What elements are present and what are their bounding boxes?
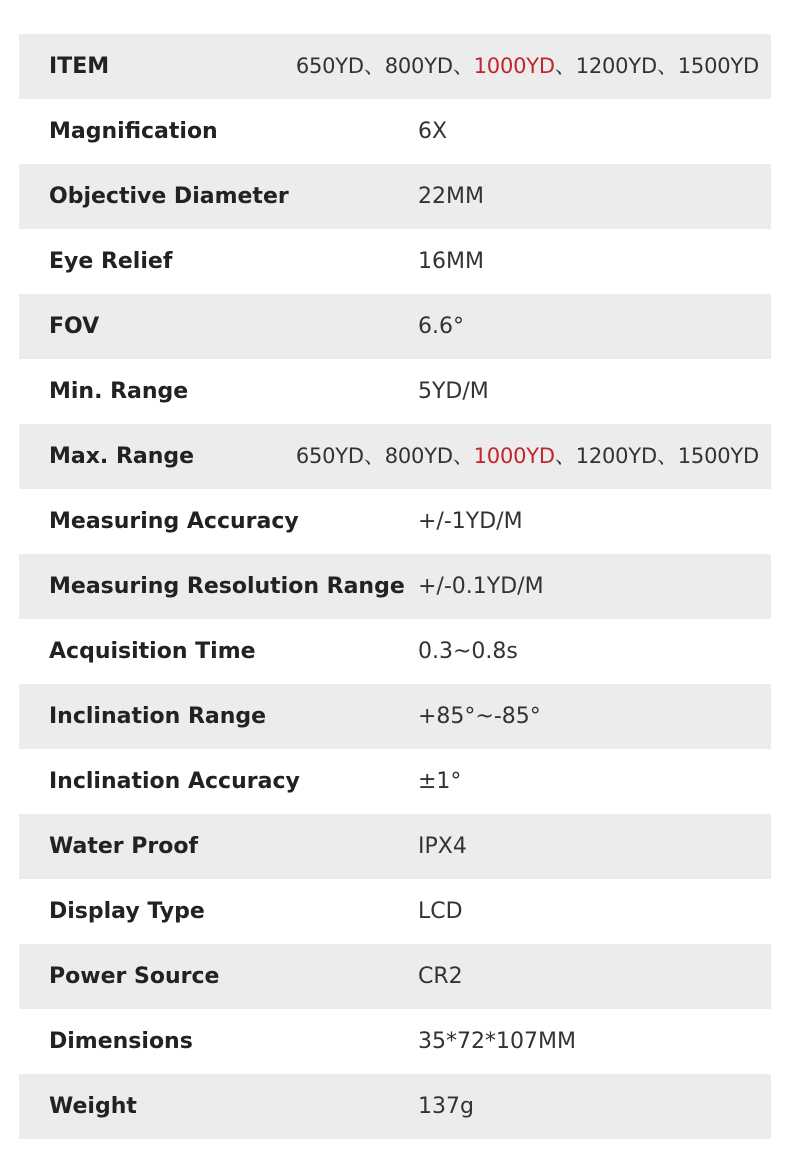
spec-value: LCD (418, 899, 463, 924)
spec-label: Eye Relief (49, 249, 173, 274)
spec-row-weight (19, 1074, 771, 1139)
spec-label: ITEM (49, 54, 110, 79)
spec-label: Min. Range (49, 379, 189, 404)
range-option: 650YD (295, 444, 364, 468)
spec-value: IPX4 (418, 834, 467, 859)
range-option: 650YD (295, 54, 364, 78)
spec-label: Measuring Resolution Range (49, 574, 405, 599)
option-separator: 、 (363, 54, 385, 78)
range-option: 1500YD (677, 444, 759, 468)
spec-row-eye-relief (19, 229, 771, 294)
spec-row-min-range (19, 359, 771, 424)
spec-row-fov (19, 294, 771, 359)
spec-label: Inclination Range (49, 704, 267, 729)
spec-label: Display Type (49, 899, 205, 924)
spec-value: ±1° (418, 769, 462, 794)
spec-value: 0.3~0.8s (418, 639, 518, 664)
range-options (296, 34, 759, 99)
option-separator: 、 (452, 444, 474, 468)
range-options (296, 424, 759, 489)
spec-value: 5YD/M (418, 379, 489, 404)
spec-row-inclination-range (19, 684, 771, 749)
spec-value: +/-0.1YD/M (418, 574, 544, 599)
range-option: 1200YD (575, 444, 657, 468)
spec-row-acquisition-time (19, 619, 771, 684)
spec-label: Measuring Accuracy (49, 509, 299, 534)
spec-label: FOV (49, 314, 100, 339)
range-option: 1500YD (677, 54, 759, 78)
range-option: 800YD (384, 54, 453, 78)
spec-row-inclination-accuracy (19, 749, 771, 814)
spec-row-objective-diameter (19, 164, 771, 229)
option-separator: 、 (554, 444, 576, 468)
option-separator: 、 (656, 444, 678, 468)
spec-row-measuring-resolution-range (19, 554, 771, 619)
spec-value: 35*72*107MM (418, 1029, 576, 1054)
spec-row-display-type (19, 879, 771, 944)
spec-label: Objective Diameter (49, 184, 289, 209)
spec-label: Water Proof (49, 834, 199, 859)
option-separator: 、 (363, 444, 385, 468)
spec-row-power-source (19, 944, 771, 1009)
spec-table (19, 34, 771, 1139)
spec-value: +/-1YD/M (418, 509, 523, 534)
option-separator: 、 (554, 54, 576, 78)
spec-value: CR2 (418, 964, 463, 989)
spec-label: Magnification (49, 119, 218, 144)
spec-row-measuring-accuracy (19, 489, 771, 554)
spec-label: Inclination Accuracy (49, 769, 300, 794)
range-option-highlighted: 1000YD (473, 54, 555, 78)
spec-label: Acquisition Time (49, 639, 256, 664)
spec-label: Max. Range (49, 444, 195, 469)
spec-label: Dimensions (49, 1029, 193, 1054)
option-separator: 、 (656, 54, 678, 78)
spec-row-magnification (19, 99, 771, 164)
spec-row-water-proof (19, 814, 771, 879)
spec-row-item (19, 34, 771, 99)
spec-value: 6.6° (418, 314, 464, 339)
spec-value: +85°~-85° (418, 704, 541, 729)
range-option: 800YD (384, 444, 453, 468)
spec-value: 22MM (418, 184, 484, 209)
spec-label: Weight (49, 1094, 137, 1119)
spec-value: 16MM (418, 249, 484, 274)
spec-value: 6X (418, 119, 448, 144)
spec-label: Power Source (49, 964, 220, 989)
range-option-highlighted: 1000YD (473, 444, 555, 468)
spec-row-dimensions (19, 1009, 771, 1074)
spec-value: 137g (418, 1094, 474, 1119)
option-separator: 、 (452, 54, 474, 78)
range-option: 1200YD (575, 54, 657, 78)
spec-row-max-range (19, 424, 771, 489)
